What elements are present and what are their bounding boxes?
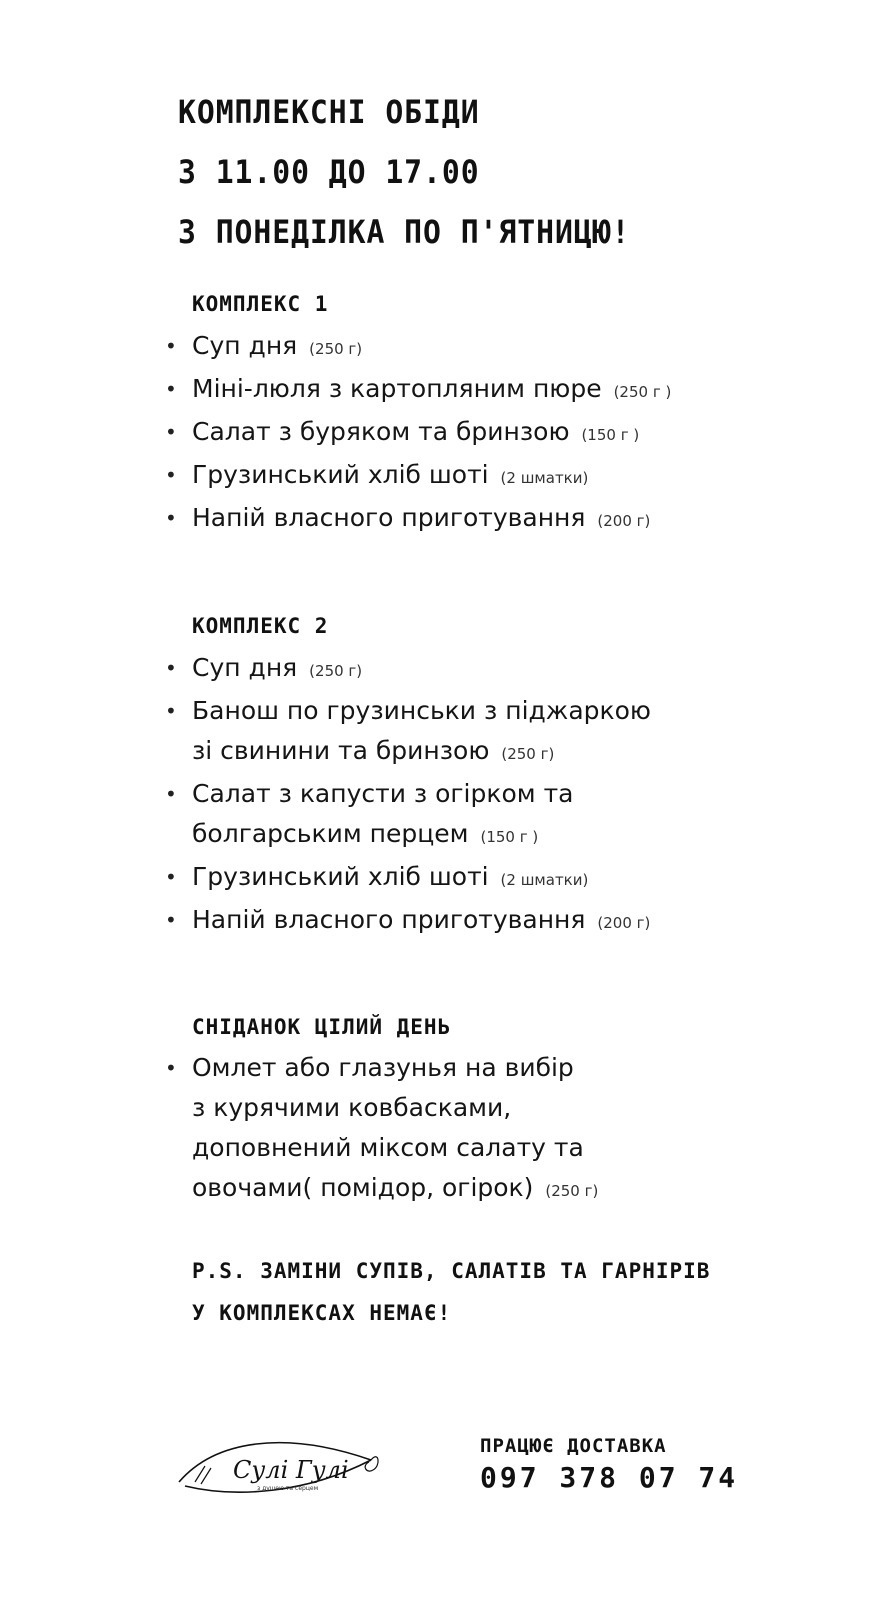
list-item [160, 369, 671, 412]
ps-line: P.S. ЗАМІНИ СУПІВ, САЛАТІВ ТА ГАРНІРІВ [192, 1259, 711, 1283]
delivery-label: ПРАЦЮЄ ДОСТАВКА [480, 1435, 667, 1457]
item-name: Салат з буряком та бринзою [192, 417, 570, 446]
item-weight: (250 г) [309, 662, 363, 680]
item-weight: (150 г ) [480, 828, 539, 846]
list-item [160, 648, 651, 691]
item-line: доповнений міксом салату та [192, 1133, 584, 1162]
header-days: З ПОНЕДІЛКА ПО П'ЯТНИЦЮ! [178, 213, 631, 251]
header-hours: З 11.00 ДО 17.00 [178, 153, 480, 191]
item-line: • Омлет або глазунья на вибір [192, 1053, 574, 1082]
item-name: • Салат з капусти з огірком та [192, 779, 574, 808]
item-weight: (250 г) [545, 1182, 599, 1200]
item-line: овочами( помідор, огірок) [192, 1173, 534, 1202]
list-item [160, 774, 651, 857]
item-weight: (200 г) [597, 512, 651, 530]
header-title: КОМПЛЕКСНІ ОБІДИ [178, 93, 480, 131]
item-name-cont: болгарським перцем [192, 819, 469, 848]
item-weight: (150 г ) [581, 426, 640, 444]
item-weight: (2 шматки) [500, 871, 589, 889]
item-name-cont: зі свинини та бринзою [192, 736, 490, 765]
item-name: Суп дня [192, 653, 298, 682]
list-item [160, 455, 671, 498]
list-item [160, 498, 671, 541]
list-item [160, 1048, 598, 1211]
complex2-title: КОМПЛЕКС 2 [192, 614, 329, 638]
item-name: Міні-люля з картопляним пюре [192, 374, 602, 403]
list-item [160, 412, 671, 455]
menu-header [178, 82, 664, 262]
item-name: Напій власного приготування [192, 503, 586, 532]
logo-name: Сулі Гулі [233, 1456, 349, 1484]
item-name: Суп дня [192, 331, 298, 360]
breakfast-title: СНІДАНОК ЦІЛИЙ ДЕНЬ [192, 1015, 452, 1039]
complex1-title: КОМПЛЕКС 1 [192, 292, 329, 316]
item-weight: (250 г) [309, 340, 363, 358]
item-name: Напій власного приготування [192, 905, 586, 934]
item-weight: (200 г) [597, 914, 651, 932]
breakfast-list [160, 1048, 598, 1211]
item-name: Грузинський хліб шоті [192, 862, 489, 891]
delivery-info [480, 1435, 738, 1494]
complex2-list [160, 648, 651, 943]
list-item [160, 900, 651, 943]
ps-note [192, 1250, 710, 1334]
logo-tagline: з душею та серцем [257, 1485, 319, 1492]
list-item [160, 857, 651, 900]
item-weight: (250 г) [501, 745, 555, 763]
list-item [160, 326, 671, 369]
item-weight: (2 шматки) [500, 469, 589, 487]
delivery-phone[interactable]: 097 378 07 74 [480, 1461, 739, 1494]
list-item [160, 691, 651, 774]
item-weight: (250 г ) [613, 383, 672, 401]
logo-leaf-icon [175, 1420, 385, 1510]
item-name: • Банош по грузинськи з піджаркою [192, 696, 651, 725]
brand-logo [175, 1420, 385, 1510]
item-line: з курячими ковбасками, [192, 1093, 512, 1122]
ps-line: У КОМПЛЕКСАХ НЕМАЄ! [192, 1301, 452, 1325]
complex1-list [160, 326, 671, 541]
item-name: Грузинський хліб шоті [192, 460, 489, 489]
